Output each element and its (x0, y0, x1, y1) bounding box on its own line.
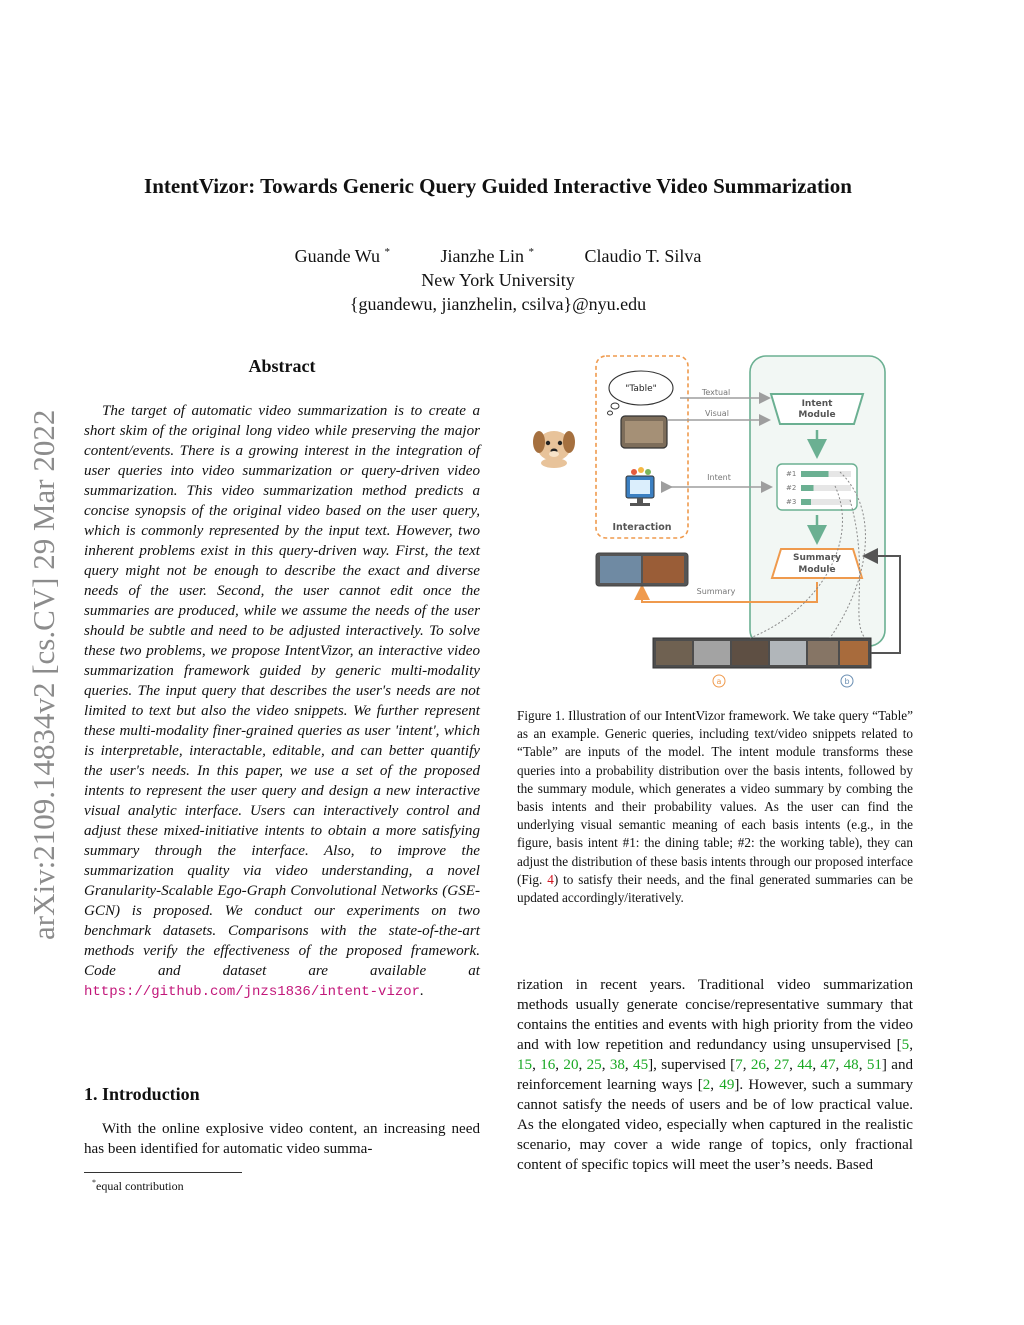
abstract-body (84, 401, 480, 1002)
affiliation: New York University (421, 270, 575, 290)
figure-ref-link[interactable]: 4 (547, 871, 554, 887)
citation-link[interactable]: 47 (820, 1057, 836, 1073)
author-names (0, 240, 996, 268)
citation-separator: , (601, 1057, 610, 1073)
summary-label: Summary (696, 587, 736, 596)
user-dog-icon (533, 431, 575, 468)
marker-a-label: a (716, 677, 722, 686)
citation-link[interactable]: 7 (735, 1057, 743, 1073)
basis-intent-label: #1 (786, 470, 797, 478)
long-video-strip (653, 638, 871, 668)
introduction-heading: 1. Introduction (84, 1084, 200, 1104)
figure-1 (520, 350, 916, 695)
citation-separator: , (765, 1057, 775, 1073)
textual-label: Textual (701, 388, 731, 397)
abstract-heading: Abstract (248, 356, 316, 376)
citation-link[interactable]: 27 (774, 1057, 790, 1073)
basis-intent-label: #2 (786, 484, 797, 492)
intent-label: Intent (707, 473, 731, 482)
intent-module-label-2: Module (798, 410, 836, 420)
body-text: rization in recent years. Traditional video summarization methods usually generate concise/representative summary that contains the entities and events with high priority from the video and with low repetition and redundancy using unsupervised [ (517, 977, 913, 1053)
interaction-label: Interaction (612, 522, 672, 533)
basis-bar-fill[interactable] (801, 499, 811, 505)
framework-diagram (520, 350, 916, 695)
citation-link[interactable]: 26 (750, 1057, 766, 1073)
intent-module-label-1: Intent (801, 399, 833, 409)
author-3 (585, 246, 702, 266)
citation-separator: , (624, 1057, 634, 1073)
supervised-citations (735, 1057, 882, 1073)
citation-separator: , (742, 1057, 751, 1073)
video-snippet-frame (625, 421, 663, 443)
footnote-mark: * (92, 1178, 96, 1187)
citation-separator: , (835, 1057, 844, 1073)
citation-link[interactable]: 20 (563, 1057, 579, 1073)
citation-link[interactable]: 44 (797, 1057, 813, 1073)
caption-text-end: ) to satisfy their needs, and the final generated summaries can be updated accordingly/iteratively. (517, 871, 914, 906)
footnote-divider (84, 1172, 242, 1173)
caption-text: Figure 1. Illustration of our IntentVizor framework. We take query “Table” as an example. Generic queries, including text/video snippets related to “Table” are inputs of the model. The intent module transforms these queries into a probability distribution over the basis intents, followed by the summary module, which generates a video summary by combing the basis intents and their probability values. As the user can find the underlying visual semantic meaning of each basis intents (e.g., in the figure, basis intent #1: the dining table; #2: the working table), they can adjust the distribution of these basis intents through our proposed interface (Fig. (517, 708, 913, 887)
citation-separator: , (555, 1057, 564, 1073)
visual-label: Visual (705, 409, 729, 418)
citation-link[interactable]: 49 (719, 1077, 735, 1093)
basis-bar-fill[interactable] (801, 485, 814, 491)
computer-icon (626, 467, 654, 506)
reinforcement-citations (703, 1077, 735, 1093)
author-email: {guandewu, jianzhelin, csilva}@nyu.edu (349, 294, 647, 314)
abstract-end: . (420, 983, 424, 999)
citation-separator: , (909, 1037, 913, 1053)
author-2 (441, 246, 534, 266)
abstract-text: The target of automatic video summarization is to create a short skim of the original long video while preserving the major content/events. There is a growing interest in the integration of user queries into video summarization or query-driven video summarization. This video summarization method predicts a concise synopsis of the original video based on the user query, which is commonly represented by the input text. However, two inherent problems exist in this query-driven way. First, the text query might not be enough to describe the exact and diverse needs of the user. Second, the user cannot edit once the summaries are produced, while we assume the needs of the user should be subtle and need to be adjusted interactively. To solve these two problems, we propose IntentVizor, an interactive video summarization framework guided by generic multi-modality queries. The input query that describes the user's needs are not limited to text but also the video snippets. We further represent these multi-modality finer-grained queries as user 'intent', which is interpretable, interactable, editable, and can better quantify the user's needs. In this paper, we use a set of the proposed intents to represent the user query and design a new interactive visual analytic interface. Users can interactively control and adjust these mixed-initiative intents to obtain a more satisfying summary through the interface. Also, to improve the summarization quality via video understanding, a novel Granularity-Scalable Ego-Graph Convolutional Networks (GSE-GCN) is proposed. We conduct our experiments on two benchmark datasets. Comparisons with the state-of-the-art methods verify the effectiveness of the proposed framework. Code and dataset are available at (84, 403, 480, 979)
citation-separator: , (578, 1057, 587, 1073)
basis-intent-label: #3 (786, 498, 797, 506)
citation-separator: , (789, 1057, 798, 1073)
citation-link[interactable]: 5 (901, 1037, 910, 1053)
citation-link[interactable]: 45 (633, 1057, 649, 1073)
equal-contribution-mark: * (528, 246, 535, 258)
figure-caption (517, 707, 913, 907)
citation-link[interactable]: 16 (540, 1057, 556, 1073)
equal-contribution-mark: * (384, 246, 391, 258)
footnote-text: equal contribution (96, 1179, 184, 1193)
code-repository-link[interactable]: https://github.com/jnzs1836/intent-vizor (84, 984, 421, 1000)
citation-link[interactable]: 25 (586, 1057, 602, 1073)
citation-separator: , (858, 1057, 867, 1073)
citation-separator: , (532, 1057, 541, 1073)
citation-separator: , (710, 1077, 720, 1093)
marker-b-label: b (844, 677, 850, 686)
query-text: "Table" (625, 384, 657, 394)
basis-bar-fill[interactable] (801, 471, 829, 477)
citation-link[interactable]: 38 (609, 1057, 625, 1073)
author-block (0, 240, 996, 316)
body-text: ] and reinforcement learning ways [ (517, 1057, 914, 1093)
body-text: ]. However, such a summary cannot satisfy the needs of users and be of low practical value. As the elongated video, especially when captured in the realistic scenario, may cover a wide range of topics, only fractional content of specific topics will meet the user’s needs. Based (517, 1077, 914, 1173)
author-1 (295, 246, 390, 266)
citation-link[interactable]: 48 (843, 1057, 859, 1073)
author-name: Claudio T. Silva (584, 246, 702, 266)
author-name: Guande Wu (294, 246, 381, 266)
author-name: Jianzhe Lin (440, 246, 525, 266)
citation-link[interactable]: 15 (517, 1057, 533, 1073)
footnote (92, 1178, 184, 1194)
introduction-continued (517, 975, 913, 1175)
paper-title: IntentVizor: Towards Generic Query Guided Interactive Video Summarization (144, 174, 852, 198)
summary-module-label-1: Summary (792, 553, 842, 563)
citation-link[interactable]: 51 (866, 1057, 882, 1073)
summary-module-label-2: Module (798, 565, 836, 575)
citation-link[interactable]: 2 (702, 1077, 711, 1093)
body-text: ], supervised [ (648, 1057, 736, 1073)
citation-separator: , (812, 1057, 821, 1073)
arxiv-identifier: arXiv:2109.14834v2 [cs.CV] 29 Mar 2022 (26, 409, 61, 940)
summary-video-thumbnail (596, 553, 688, 586)
introduction-body: With the online explosive video content, an increasing need has been identified for automatic video summa- (84, 1121, 480, 1157)
